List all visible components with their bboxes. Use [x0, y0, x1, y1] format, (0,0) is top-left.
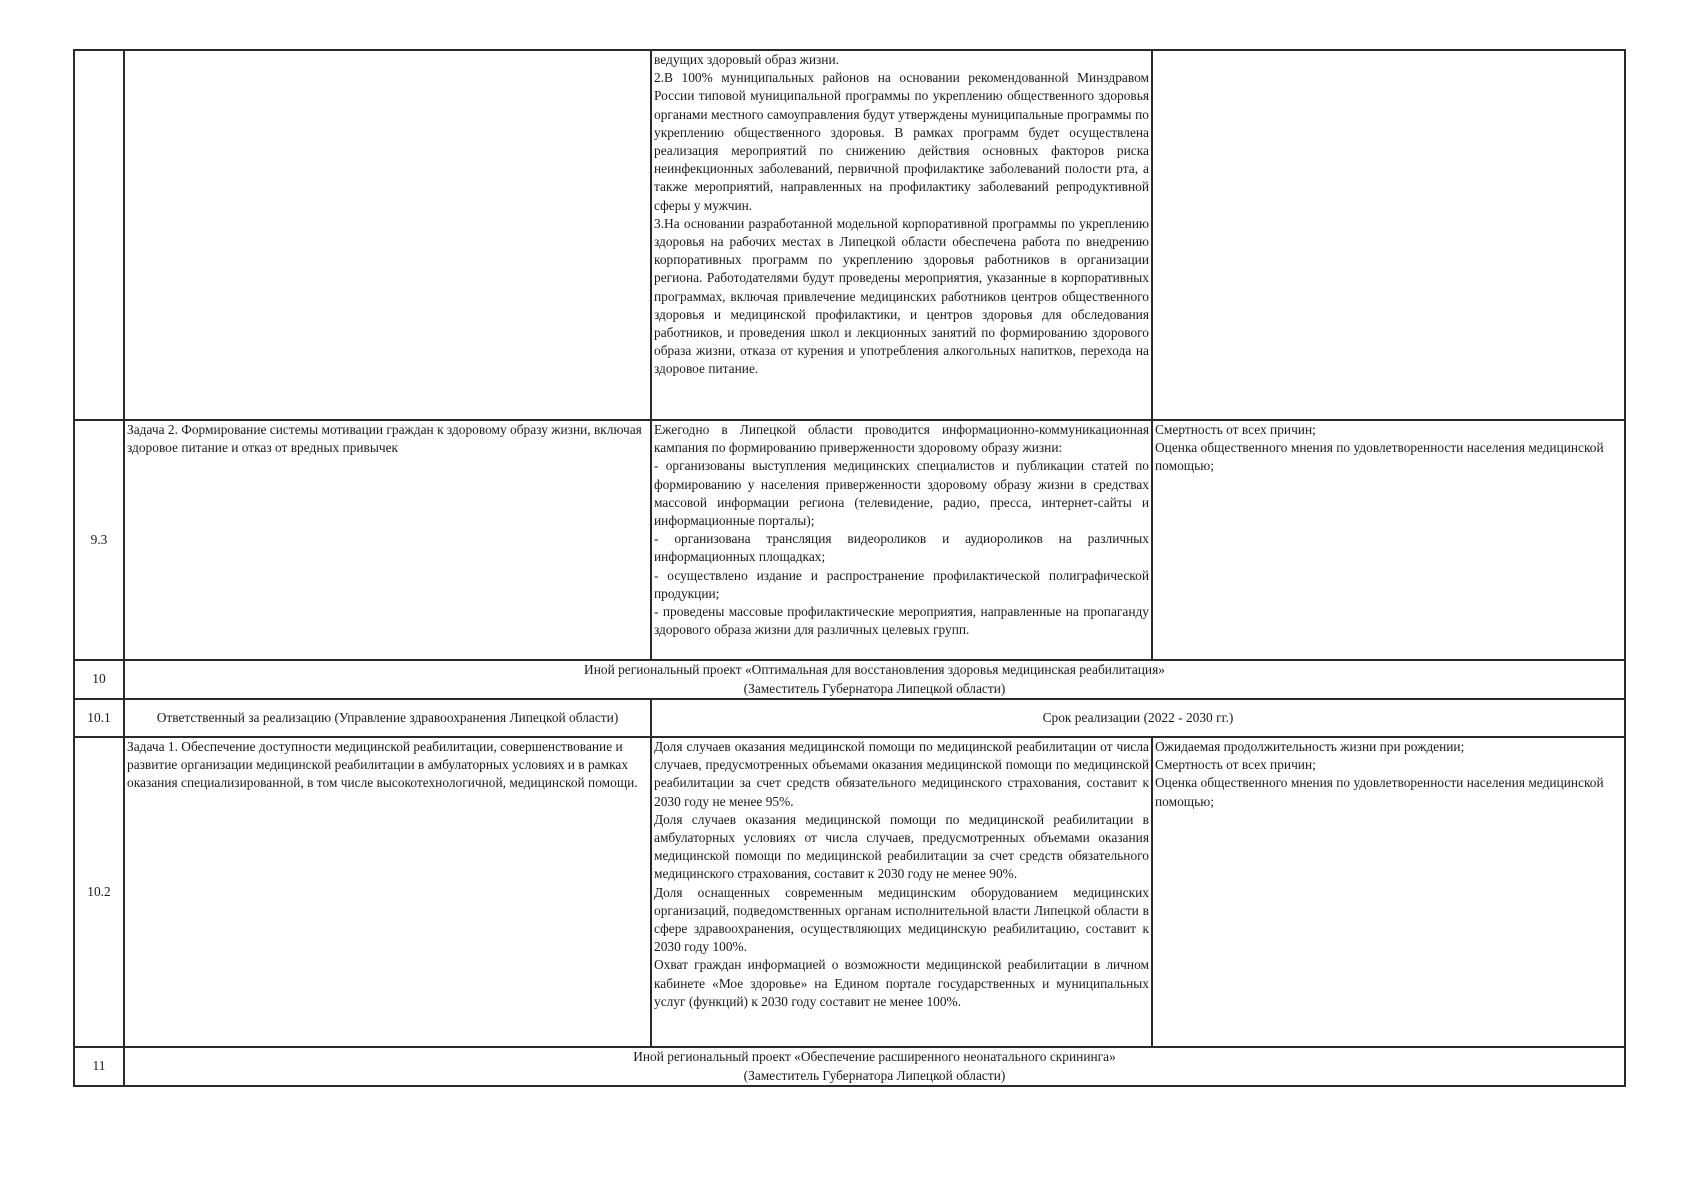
row-number: 10.2 [74, 737, 124, 1047]
row-number: 10 [74, 660, 124, 699]
task-cell [124, 50, 651, 420]
result-paragraph: - организована трансляция видеороликов и аудиороликов на различных информационных площадках; [654, 531, 1149, 565]
task-cell: Задача 2. Формирование системы мотивации граждан к здоровому образу жизни, включая здоровое питание и отказ от вредных привычек [124, 420, 651, 660]
row-number: 11 [74, 1047, 124, 1086]
row-number: 9.3 [74, 420, 124, 660]
result-paragraph: - проведены массовые профилактические мероприятия, направленные на пропаганду здорового образа жизни для различных целевых групп. [654, 604, 1149, 638]
table-row [74, 660, 1625, 699]
result-paragraph: Охват граждан информацией о возможности медицинской реабилитации в личном кабинете «Мое здоровье» на Едином портале государственных и муниципальных услуг (функций) к 2030 году составит не менее 100%. [654, 957, 1149, 1009]
result-paragraph: Доля случаев оказания медицинской помощи по медицинской реабилитации в амбулаторных условиях от числа случаев, предусмотренных объемами оказания медицинской помощи по медицинской реабилитации за счет средств обязательного медицинского страхования, составит к 2030 году не менее 90%. [654, 811, 1149, 882]
indicator-item: Смертность от всех причин; [1155, 757, 1316, 773]
indicators-cell [1152, 420, 1625, 660]
table-row [74, 420, 1625, 660]
result-paragraph: - осуществлено издание и распространение профилактической полиграфической продукции; [654, 567, 1149, 601]
indicator-item: Смертность от всех причин; [1155, 422, 1316, 437]
results-cell [651, 420, 1152, 660]
result-paragraph: Доля оснащенных современным медицинским оборудованием медицинских организаций, подведомственных органам исполнительной власти Липецкой области в сфере здравоохранения, осуществляющих медицинскую реабилитацию, составит к 2030 году 100%. [654, 884, 1149, 955]
result-paragraph: Ежегодно в Липецкой области проводится информационно-коммуникационная кампания по формированию приверженности здоровому образу жизни: [654, 422, 1149, 456]
row-number: 10.1 [74, 699, 124, 737]
project-heading-cell [124, 1047, 1625, 1086]
result-paragraph: - организованы выступления медицинских специалистов и публикации статей по формированию у населения приверженности здоровому образу жизни в средствах массовой информации региона (телевидение, радио, пресса, интернет-сайты и информационные порталы); [654, 458, 1149, 529]
results-cell [651, 737, 1152, 1047]
project-table [73, 49, 1626, 1087]
result-paragraph: Доля случаев оказания медицинской помощи по медицинской реабилитации от числа случаев, предусмотренных объемами оказания медицинской помощи по медицинской реабилитации за счет средств обязательного медицинского страхования, составит к 2030 году не менее 95%. [654, 739, 1149, 809]
results-cell [651, 50, 1152, 420]
project-heading-cell [124, 660, 1625, 699]
responsible-cell: Ответственный за реализацию (Управление здравоохранения Липецкой области) [124, 699, 651, 737]
table-row [74, 737, 1625, 1047]
project-title: Иной региональный проект «Оптимальная для восстановления здоровья медицинская реабилитация» [584, 662, 1165, 678]
result-paragraph: 3.На основании разработанной модельной корпоративной программы по укреплению здоровья на рабочих местах в Липецкой области обеспечена работа по внедрению корпоративных программ по укреплению здоровья работников в организации региона. Работодателями будут проведены мероприятия, указанные в корпоративных программах, включая привлечение медицинских работников центров общественного здоровья и медицинской профилактики, и центров здоровья для обследования работников, и проведения школ и лекционных занятий по формированию здорового образа жизни, отказа от курения и употребления алкогольных напитков, перехода на здоровое питание. [654, 215, 1149, 377]
project-title: Иной региональный проект «Обеспечение расширенного неонатального скрининга» [633, 1049, 1116, 1065]
table-row [74, 699, 1625, 737]
result-paragraph: 2.В 100% муниципальных районов на основании рекомендованной Минздравом России типовой муниципальной программы по укреплению общественного здоровья органами местного самоуправления будут утверждены муниципальные программы по укреплению общественного здоровья. В рамках программ будет осуществлена реализация мероприятий по снижению действия основных факторов риска неинфекционных заболеваний, первичной профилактике заболеваний полости рта, а также мероприятий, направленных на профилактику заболеваний репродуктивной сферы у мужчин. [654, 70, 1149, 213]
indicator-item: Ожидаемая продолжительность жизни при рождении; [1155, 739, 1465, 754]
term-cell: Срок реализации (2022 - 2030 гг.) [651, 699, 1625, 737]
row-number [74, 50, 124, 420]
indicator-item: Оценка общественного мнения по удовлетворенности населения медицинской помощью; [1155, 440, 1604, 474]
indicator-item: Оценка общественного мнения по удовлетворенности населения медицинской помощью; [1155, 775, 1604, 809]
project-curator: (Заместитель Губернатора Липецкой области) [743, 1067, 1006, 1083]
project-curator: (Заместитель Губернатора Липецкой области) [743, 680, 1006, 696]
table-row [74, 50, 1625, 420]
indicators-cell [1152, 737, 1625, 1047]
result-paragraph: ведущих здоровый образ жизни. [654, 52, 839, 67]
task-cell: Задача 1. Обеспечение доступности медицинской реабилитации, совершенствование и развитие организации медицинской реабилитации в амбулаторных условиях и в рамках оказания специализированной, в том числе высокотехнологичной, медицинской помощи. [124, 737, 651, 1047]
table-row [74, 1047, 1625, 1086]
indicators-cell [1152, 50, 1625, 420]
